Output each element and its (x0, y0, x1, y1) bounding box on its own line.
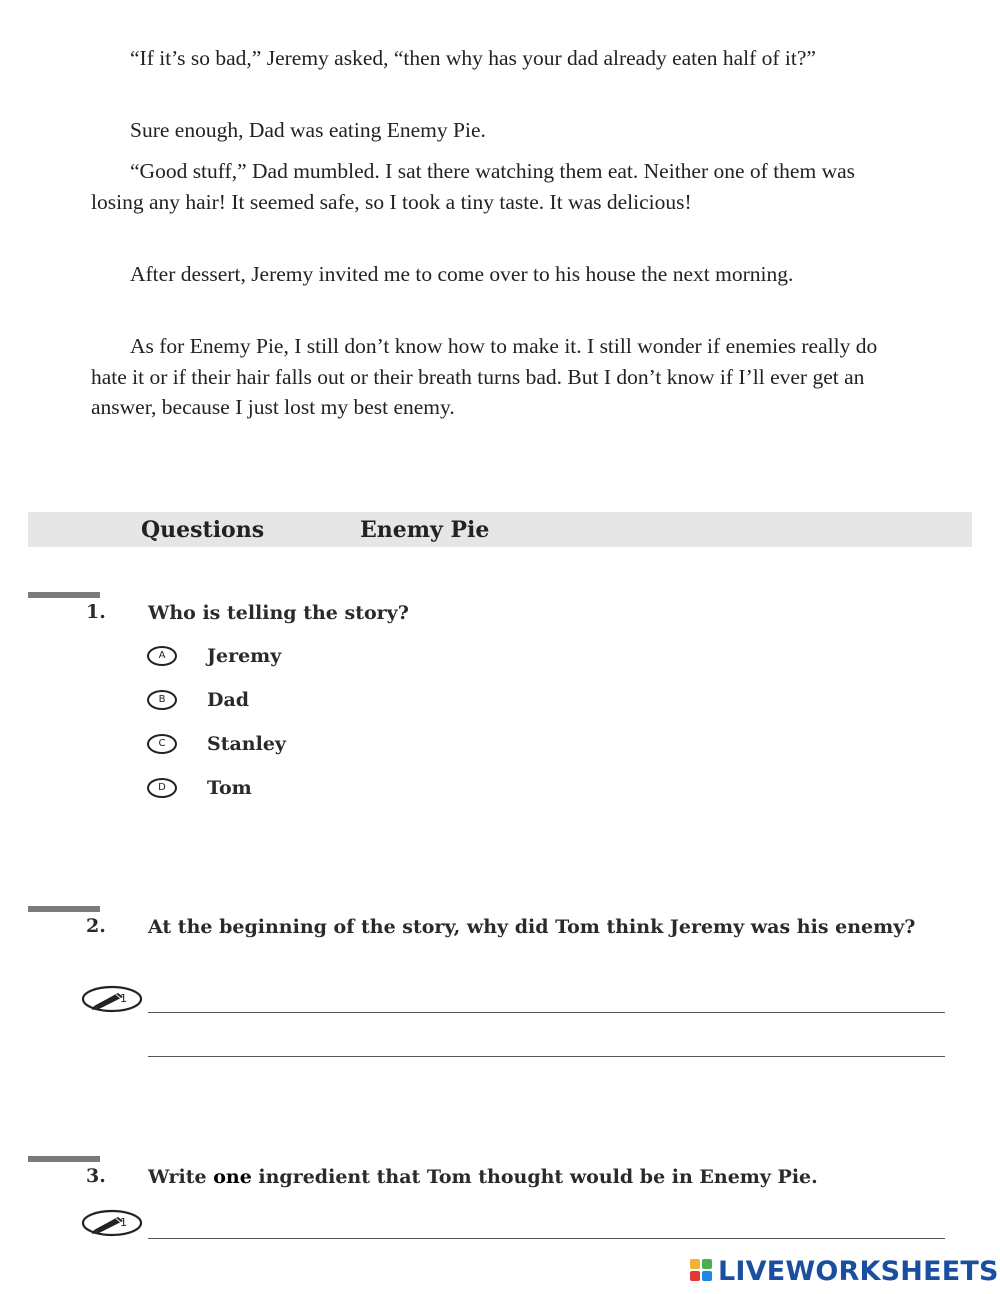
question-text: Who is telling the story? (148, 602, 409, 624)
question-text-start: Write (148, 1166, 214, 1188)
questions-label: Questions (141, 517, 265, 543)
answer-line[interactable] (148, 1056, 945, 1057)
logo-text: LIVEWORKSHEETS (718, 1255, 999, 1287)
story-paragraph: Sure enough, Dad was eating Enemy Pie. (130, 118, 486, 142)
question-number: 3. (86, 1165, 106, 1187)
story-paragraph: “If it’s so bad,” Jeremy asked, “then why has your dad already eaten half of it?” (130, 46, 816, 70)
questions-header (28, 512, 972, 547)
option-bubble[interactable]: C (147, 734, 177, 754)
story-paragraph: As for Enemy Pie, I still don’t know how to make it. I still wonder if enemies really do hate it or if their hair falls out or their breath turns bad. But I don’t know if I’ll ever get an answer, because I just lost my best enemy. (91, 334, 878, 419)
pencil-icon (80, 984, 144, 1014)
question-marker (28, 906, 100, 912)
question-marker (28, 1156, 100, 1162)
option-label[interactable]: Dad (207, 689, 250, 711)
question-text: At the beginning of the story, why did Tom think Jeremy was his enemy? (148, 916, 916, 938)
pencil-icon (80, 1208, 144, 1238)
option-bubble[interactable]: A (147, 646, 177, 666)
liveworksheets-logo (690, 1256, 999, 1286)
answer-line[interactable] (148, 1238, 945, 1239)
question-marker (28, 592, 100, 598)
question-number: 1. (86, 601, 106, 623)
question-text (148, 1165, 948, 1190)
option-label[interactable]: Stanley (207, 733, 286, 755)
option-bubble[interactable]: D (147, 778, 177, 798)
story-paragraph: After dessert, Jeremy invited me to come over to his house the next morning. (130, 262, 794, 286)
question-number: 2. (86, 915, 106, 937)
points-value: 1 (120, 992, 127, 1005)
logo-mark-icon (690, 1259, 714, 1283)
points-value: 1 (120, 1216, 127, 1229)
worksheet-title: Enemy Pie (360, 517, 490, 543)
answer-line[interactable] (148, 1012, 945, 1013)
option-label[interactable]: Tom (207, 777, 252, 799)
option-bubble[interactable]: B (147, 690, 177, 710)
option-label[interactable]: Jeremy (207, 645, 282, 667)
question-text-emphasis: one (213, 1166, 252, 1188)
story-paragraph: “Good stuff,” Dad mumbled. I sat there watching them eat. Neither one of them was losing any hair! It seemed safe, so I took a tiny taste. It was delicious! (91, 159, 856, 214)
question-text-end: ingredient that Tom thought would be in Enemy Pie. (251, 1166, 818, 1188)
